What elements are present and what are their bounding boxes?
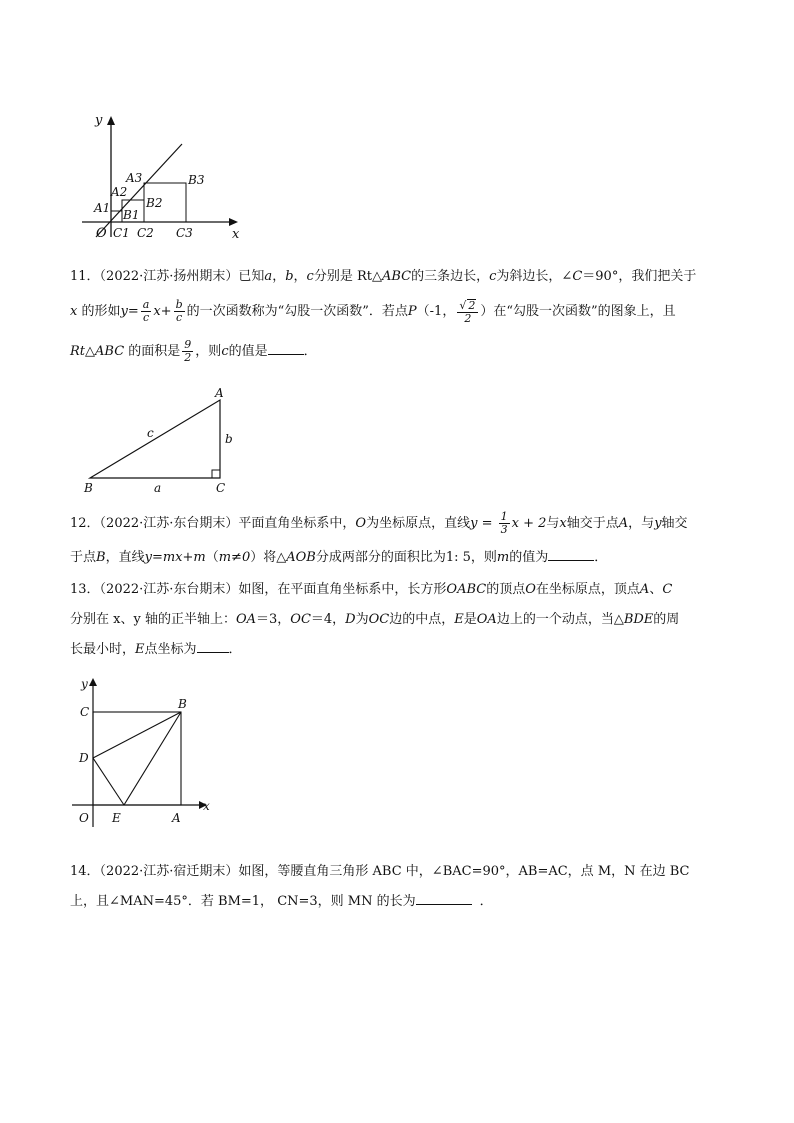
q12-line-2: 于点B，直线y=mx+m（m≠0）将△AOB分成两部分的面积比为1: 5，则m的值为 ． — [70, 543, 726, 573]
q11-line-1: 11．（2022·江苏·扬州期末）已知a，b，c分别是 Rt△ABC的三条边长，c为斜边长，∠C＝90°，我们把关于 — [70, 269, 697, 284]
segment-de — [93, 758, 124, 805]
answer-blank-q12[interactable] — [548, 546, 594, 561]
label-y: y — [95, 113, 103, 128]
label-b2: B2 — [146, 196, 163, 210]
label-b: B — [178, 697, 187, 711]
label-c3: C3 — [176, 226, 193, 240]
label-d: D — [79, 751, 89, 765]
q12-line-1: 12．（2022·江苏·东台期末）平面直角坐标系中，O为坐标原点，直线y = $\frac{1}{3}$ x + 2与x轴交于点A，与y轴交 — [70, 510, 688, 536]
segment-db — [93, 712, 181, 758]
label-a3: A3 — [126, 171, 143, 185]
answer-blank-q11[interactable] — [268, 340, 304, 355]
fraction-9-over-2: $\frac{9}{2}$ — [184, 338, 192, 364]
label-x: x — [203, 799, 210, 813]
right-angle-mark — [212, 470, 220, 478]
q11-line-2: x 的形如y= $\frac{a}{c}$ x+ $\frac{b}{c}$ 的一次函数称为“勾股一次函数”．若点P（-1， $\frac{√ 2}{2}$ ）在“勾股一次函数”的图象上，且 — [70, 298, 676, 325]
label-c: C — [80, 705, 90, 719]
figure-rectangle-oabc — [72, 672, 222, 832]
label-side-c: c — [147, 426, 154, 440]
label-a2: A2 — [111, 185, 128, 199]
label-c1: C1 — [113, 226, 130, 240]
triangle-abc — [90, 400, 220, 478]
question-13 — [70, 575, 726, 665]
label-c2: C2 — [137, 226, 154, 240]
figure-staircase-squares — [78, 112, 248, 242]
x-axis-arrow — [229, 218, 238, 226]
fraction-b-over-c: $\frac{b}{c}$ — [175, 298, 183, 324]
label-y: y — [81, 677, 88, 691]
label-b1: B1 — [123, 208, 140, 222]
question-12 — [70, 505, 726, 573]
label-o: O — [79, 811, 89, 825]
label-side-b: b — [225, 432, 233, 446]
q13-line-2: 分别在 x、y 轴的正半轴上：OA＝3，OC＝4，D为OC边的中点，E是OA边上的一个动点，当△BDE的周 — [70, 612, 680, 627]
fraction-root2-over-2: $\frac{√ 2}{2}$ — [457, 299, 478, 325]
fraction-1-over-3: $\frac{1}{3}$ — [500, 510, 508, 536]
q13-line-3: 长最小时，E点坐标为 ． — [70, 635, 726, 665]
q14-line-2: 上，且∠MAN=45°．若 BM=1， CN=3，则 MN 的长为 ． — [70, 887, 726, 917]
square-1 — [111, 211, 122, 222]
y-axis-arrow — [89, 678, 97, 686]
label-c-vertex: C — [216, 481, 226, 495]
label-o: O — [96, 226, 107, 241]
label-b3: B3 — [188, 173, 205, 187]
question-11 — [70, 262, 726, 372]
label-x: x — [232, 227, 240, 242]
q14-line-1: 14．（2022·江苏·宿迁期末）如图，等腰直角三角形 ABC 中，∠BAC=90°，AB=AC，点 M，N 在边 BC — [70, 864, 690, 879]
question-14 — [70, 857, 726, 917]
label-a: A — [172, 811, 181, 825]
y-axis-arrow — [107, 116, 115, 125]
q13-line-1: 13．（2022·江苏·东台期末）如图，在平面直角坐标系中，长方形OABC的顶点O在坐标原点，顶点A、C — [70, 582, 673, 597]
label-e: E — [112, 811, 121, 825]
rectangle-oabc — [93, 712, 181, 805]
diagonal-line — [96, 144, 182, 237]
figure-right-triangle — [80, 385, 240, 495]
label-a-vertex: A — [215, 386, 224, 400]
label-side-a: a — [154, 481, 162, 495]
fraction-a-over-c: $\frac{a}{c}$ — [142, 298, 150, 324]
q11-line-3: Rt△ABC 的面积是 $\frac{9}{2}$ ，则c的值是 ． — [70, 338, 317, 364]
label-a1: A1 — [94, 201, 111, 215]
label-b-vertex: B — [84, 481, 93, 495]
answer-blank-q13[interactable] — [197, 638, 229, 653]
segment-eb — [124, 712, 181, 805]
answer-blank-q14[interactable] — [416, 890, 472, 905]
